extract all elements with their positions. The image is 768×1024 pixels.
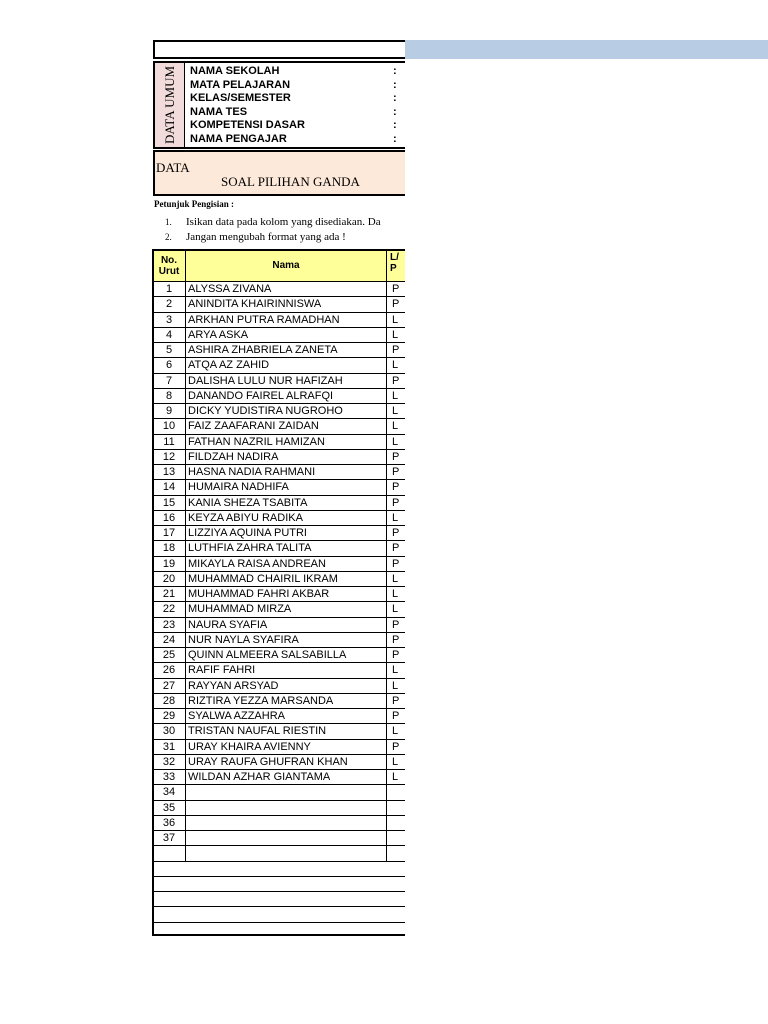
cell-lp[interactable] xyxy=(387,846,406,861)
table-row xyxy=(153,632,406,647)
cell-lp[interactable]: P xyxy=(387,648,406,663)
cell-lp[interactable]: P xyxy=(387,709,406,724)
table-border-top xyxy=(152,249,405,251)
table-row xyxy=(153,419,406,434)
petunjuk-item-number: 2. xyxy=(165,232,172,242)
cell-lp[interactable] xyxy=(387,800,406,815)
petunjuk-item-number: 1. xyxy=(165,217,172,227)
table-row xyxy=(153,754,406,769)
cell-nama[interactable]: RAYYAN ARSYAD xyxy=(186,678,387,693)
cell-nama[interactable] xyxy=(186,846,387,861)
cell-lp[interactable] xyxy=(387,815,406,830)
cell-nama[interactable]: MUHAMMAD FAHRI AKBAR xyxy=(186,587,387,602)
header-lp xyxy=(387,250,406,282)
cell-no[interactable]: 31 xyxy=(153,739,186,754)
cell-nama[interactable]: TRISTAN NAUFAL RIESTIN xyxy=(186,724,387,739)
cell-no[interactable] xyxy=(153,846,186,861)
table-border-bottom xyxy=(152,934,405,936)
cell-nama[interactable]: ASHIRA ZHABRIELA ZANETA xyxy=(186,343,387,358)
data-umum-field-row[interactable] xyxy=(190,133,405,147)
cell-no[interactable]: 8 xyxy=(153,388,186,403)
title-cell[interactable] xyxy=(153,40,405,59)
cell-nama[interactable]: QUINN ALMEERA SALSABILLA xyxy=(186,648,387,663)
cell-lp[interactable]: L xyxy=(387,602,406,617)
cell-nama[interactable]: HUMAIRA NADHIFA xyxy=(186,480,387,495)
soal-data-label: DATA xyxy=(156,160,190,175)
table-row xyxy=(153,663,406,678)
cell-no[interactable]: 11 xyxy=(153,434,186,449)
header-no-urut xyxy=(153,250,186,282)
cell-no[interactable]: 32 xyxy=(153,754,186,769)
footer-blank-cell[interactable] xyxy=(153,876,406,891)
petunjuk-item-text: Isikan data pada kolom yang disediakan. Da xyxy=(186,216,381,228)
table-row xyxy=(153,770,406,785)
table-row xyxy=(153,449,406,464)
cell-nama[interactable]: KEYZA ABIYU RADIKA xyxy=(186,510,387,525)
table-row xyxy=(153,800,406,815)
table-row xyxy=(153,388,406,403)
cell-nama[interactable]: NUR NAYLA SYAFIRA xyxy=(186,632,387,647)
cell-no[interactable]: 6 xyxy=(153,358,186,373)
cell-no[interactable]: 14 xyxy=(153,480,186,495)
data-umum-field-colon: : xyxy=(393,119,397,132)
student-table-wrapper xyxy=(152,249,405,936)
data-umum-side-label xyxy=(153,61,185,149)
table-row xyxy=(153,327,406,342)
cell-no[interactable]: 9 xyxy=(153,404,186,419)
cell-lp[interactable]: L xyxy=(387,419,406,434)
footer-blank-row xyxy=(153,907,406,922)
footer-blank-row xyxy=(153,861,406,876)
cell-no[interactable]: 26 xyxy=(153,663,186,678)
soal-banner xyxy=(153,150,405,196)
table-row xyxy=(153,587,406,602)
cell-lp[interactable]: P xyxy=(387,526,406,541)
cell-lp[interactable]: P xyxy=(387,632,406,647)
table-row xyxy=(153,693,406,708)
cell-nama[interactable]: FILDZAH NADIRA xyxy=(186,449,387,464)
student-table-body xyxy=(153,282,406,937)
cell-nama[interactable]: MUHAMMAD CHAIRIL IKRAM xyxy=(186,571,387,586)
data-umum-field-label: NAMA TES xyxy=(190,105,248,118)
table-row xyxy=(153,282,406,297)
table-row xyxy=(153,815,406,830)
cell-lp[interactable]: L xyxy=(387,510,406,525)
cell-no[interactable]: 17 xyxy=(153,526,186,541)
footer-blank-row xyxy=(153,876,406,891)
cell-nama[interactable] xyxy=(186,815,387,830)
cell-lp[interactable]: P xyxy=(387,541,406,556)
cell-no[interactable]: 4 xyxy=(153,327,186,342)
cell-lp[interactable] xyxy=(387,831,406,846)
data-umum-field-row[interactable] xyxy=(190,65,405,79)
data-umum-field-colon: : xyxy=(393,92,397,105)
data-umum-label-text: DATA UMUM xyxy=(161,65,177,145)
cell-lp[interactable]: P xyxy=(387,480,406,495)
cell-no[interactable]: 21 xyxy=(153,587,186,602)
cell-lp[interactable]: L xyxy=(387,587,406,602)
cell-no[interactable]: 3 xyxy=(153,312,186,327)
cell-no[interactable]: 24 xyxy=(153,632,186,647)
table-row xyxy=(153,831,406,846)
cell-lp[interactable]: L xyxy=(387,434,406,449)
data-umum-field-label: MATA PELAJARAN xyxy=(190,78,291,91)
table-row xyxy=(153,602,406,617)
cell-lp[interactable]: P xyxy=(387,343,406,358)
table-row xyxy=(153,724,406,739)
data-umum-field-colon: : xyxy=(393,65,397,77)
cell-no[interactable]: 10 xyxy=(153,419,186,434)
table-header-row xyxy=(153,250,406,282)
cell-lp[interactable]: L xyxy=(387,663,406,678)
cell-no[interactable]: 5 xyxy=(153,343,186,358)
table-row xyxy=(153,465,406,480)
cell-nama[interactable]: SYALWA AZZAHRA xyxy=(186,709,387,724)
data-umum-field-row[interactable] xyxy=(190,119,405,133)
cell-lp[interactable]: P xyxy=(387,739,406,754)
cell-lp[interactable]: P xyxy=(387,449,406,464)
cell-lp[interactable]: L xyxy=(387,724,406,739)
cell-no[interactable]: 2 xyxy=(153,297,186,312)
cell-nama[interactable]: NAURA SYAFIA xyxy=(186,617,387,632)
cell-nama[interactable]: ARKHAN PUTRA RAMADHAN xyxy=(186,312,387,327)
table-row xyxy=(153,526,406,541)
cell-nama[interactable]: RIZTIRA YEZZA MARSANDA xyxy=(186,693,387,708)
cell-no[interactable]: 25 xyxy=(153,648,186,663)
cell-lp[interactable]: P xyxy=(387,617,406,632)
cell-lp[interactable]: P xyxy=(387,282,406,297)
cell-no[interactable]: 36 xyxy=(153,815,186,830)
cell-nama[interactable]: MUHAMMAD MIRZA xyxy=(186,602,387,617)
table-row xyxy=(153,556,406,571)
data-umum-field-label: NAMA PENGAJAR xyxy=(190,133,287,145)
cell-no[interactable]: 30 xyxy=(153,724,186,739)
cell-lp[interactable]: L xyxy=(387,404,406,419)
table-row xyxy=(153,571,406,586)
data-umum-field-label: KOMPETENSI DASAR xyxy=(190,119,305,132)
cell-lp[interactable]: L xyxy=(387,327,406,342)
table-row xyxy=(153,739,406,754)
cell-no[interactable]: 35 xyxy=(153,800,186,815)
soal-title: SOAL PILIHAN GANDA xyxy=(221,174,360,189)
cell-nama[interactable]: LIZZIYA AQUINA PUTRI xyxy=(186,526,387,541)
cell-nama[interactable]: ATQA AZ ZAHID xyxy=(186,358,387,373)
cell-nama[interactable] xyxy=(186,785,387,800)
cell-no[interactable]: 37 xyxy=(153,831,186,846)
table-row xyxy=(153,358,406,373)
cell-lp[interactable]: L xyxy=(387,312,406,327)
cell-nama[interactable]: URAY RAUFA GHUFRAN KHAN xyxy=(186,754,387,769)
cell-nama[interactable]: HASNA NADIA RAHMANI xyxy=(186,465,387,480)
footer-blank-cell[interactable] xyxy=(153,907,406,922)
student-table xyxy=(152,249,405,936)
cell-lp[interactable]: L xyxy=(387,571,406,586)
data-umum-field-row[interactable] xyxy=(190,92,405,106)
footer-blank-row xyxy=(153,892,406,907)
cell-nama[interactable]: RAFIF FAHRI xyxy=(186,663,387,678)
cell-lp[interactable]: P xyxy=(387,373,406,388)
cell-nama[interactable]: FAIZ ZAAFARANI ZAIDAN xyxy=(186,419,387,434)
table-row xyxy=(153,617,406,632)
data-umum-field-row[interactable] xyxy=(190,79,405,93)
header-lp-line2: P xyxy=(390,263,397,274)
cell-nama[interactable]: ARYA ASKA xyxy=(186,327,387,342)
table-row xyxy=(153,343,406,358)
data-umum-field-colon: : xyxy=(393,105,397,118)
cell-nama[interactable]: DALISHA LULU NUR HAFIZAH xyxy=(186,373,387,388)
cell-no[interactable]: 28 xyxy=(153,693,186,708)
table-row xyxy=(153,495,406,510)
table-row xyxy=(153,846,406,861)
data-umum-field-row[interactable] xyxy=(190,106,405,120)
cell-no[interactable]: 22 xyxy=(153,602,186,617)
table-row xyxy=(153,541,406,556)
cell-no[interactable]: 19 xyxy=(153,556,186,571)
table-row xyxy=(153,709,406,724)
cell-lp[interactable]: L xyxy=(387,770,406,785)
table-row xyxy=(153,297,406,312)
table-row xyxy=(153,434,406,449)
cell-lp[interactable]: P xyxy=(387,556,406,571)
cell-nama[interactable]: MIKAYLA RAISA ANDREAN xyxy=(186,556,387,571)
cell-lp[interactable]: L xyxy=(387,358,406,373)
cell-no[interactable]: 15 xyxy=(153,495,186,510)
cell-nama[interactable]: KANIA SHEZA TSABITA xyxy=(186,495,387,510)
cell-no[interactable]: 23 xyxy=(153,617,186,632)
cell-lp[interactable] xyxy=(387,785,406,800)
cell-nama[interactable]: DANANDO FAIREL ALRAFQI xyxy=(186,388,387,403)
table-row xyxy=(153,678,406,693)
cell-no[interactable]: 12 xyxy=(153,449,186,464)
table-row xyxy=(153,373,406,388)
footer-blank-cell[interactable] xyxy=(153,892,406,907)
cell-lp[interactable]: P xyxy=(387,693,406,708)
cell-nama[interactable]: LUTHFIA ZAHRA TALITA xyxy=(186,541,387,556)
header-urut-text: Urut xyxy=(158,265,180,277)
table-row xyxy=(153,404,406,419)
cell-nama[interactable]: FATHAN NAZRIL HAMIZAN xyxy=(186,434,387,449)
footer-blank-cell[interactable] xyxy=(153,861,406,876)
cell-lp[interactable]: L xyxy=(387,388,406,403)
header-lp-line1: L/ xyxy=(390,252,399,263)
header-nama: Nama xyxy=(186,250,387,282)
data-umum-field-label: NAMA SEKOLAH xyxy=(190,65,280,77)
cell-nama[interactable]: DICKY YUDISTIRA NUGROHO xyxy=(186,404,387,419)
cell-no[interactable]: 27 xyxy=(153,678,186,693)
cell-no[interactable]: 16 xyxy=(153,510,186,525)
cell-no[interactable]: 1 xyxy=(153,282,186,297)
cell-nama[interactable] xyxy=(186,800,387,815)
data-umum-field-colon: : xyxy=(393,133,397,145)
cell-no[interactable]: 7 xyxy=(153,373,186,388)
table-row xyxy=(153,785,406,800)
cell-no[interactable]: 29 xyxy=(153,709,186,724)
cell-no[interactable]: 34 xyxy=(153,785,186,800)
cell-no[interactable]: 20 xyxy=(153,571,186,586)
cell-no[interactable]: 18 xyxy=(153,541,186,556)
cell-lp[interactable]: P xyxy=(387,495,406,510)
cell-nama[interactable]: ALYSSA ZIVANA xyxy=(186,282,387,297)
cell-nama[interactable]: ANINDITA KHAIRINNISWA xyxy=(186,297,387,312)
data-umum-field-colon: : xyxy=(393,78,397,91)
table-row xyxy=(153,510,406,525)
cell-lp[interactable]: L xyxy=(387,754,406,769)
table-row xyxy=(153,648,406,663)
table-row xyxy=(153,480,406,495)
table-border-left xyxy=(152,249,154,936)
header-no-text: No. xyxy=(160,254,178,266)
cell-lp[interactable]: P xyxy=(387,297,406,312)
cell-nama[interactable]: WILDAN AZHAR GIANTAMA xyxy=(186,770,387,785)
cell-nama[interactable]: URAY KHAIRA AVIENNY xyxy=(186,739,387,754)
petunjuk-heading: Petunjuk Pengisian : xyxy=(154,199,235,209)
petunjuk-item-text: Jangan mengubah format yang ada ! xyxy=(186,231,346,243)
cell-no[interactable]: 33 xyxy=(153,770,186,785)
data-umum-field-label: KELAS/SEMESTER xyxy=(190,92,291,105)
cell-no[interactable]: 13 xyxy=(153,465,186,480)
table-row xyxy=(153,312,406,327)
cell-lp[interactable]: L xyxy=(387,678,406,693)
cell-nama[interactable] xyxy=(186,831,387,846)
cell-lp[interactable]: P xyxy=(387,465,406,480)
